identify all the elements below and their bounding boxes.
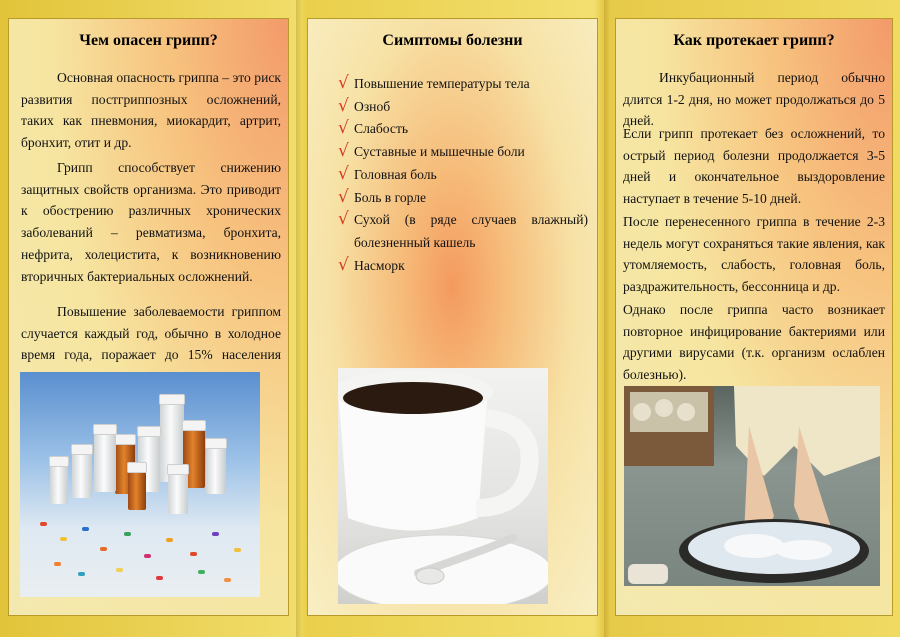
symptom-item: √ Сухой (в ряде случаев влажный) болезненный кашель: [338, 209, 588, 250]
check-icon: √: [338, 118, 349, 139]
panel-course-title: Как протекает грипп?: [673, 32, 835, 49]
fold-shadow-right: [604, 0, 610, 637]
symptom-item: √ Озноб: [338, 95, 391, 116]
panel-symptoms-title: Симптомы болезни: [382, 32, 523, 49]
symptom-item: √ Боль в горле: [338, 186, 427, 207]
check-icon: √: [338, 254, 349, 275]
course-paragraph-3: После перенесенного гриппа в течение 2-3 недель могут сохраняться такие явления, как утомляемость, слабость, головная боль, раздражительность, бессонница и др.: [623, 214, 885, 295]
dangers-paragraph-3: Повышение заболеваемости гриппом случается каждый год, обычно в холодное время года, поражает до 15% населения: [21, 304, 281, 363]
check-icon: √: [338, 141, 349, 162]
panel-dangers-title: Чем опасен грипп?: [79, 32, 218, 49]
check-icon: √: [338, 186, 349, 207]
check-icon: √: [338, 95, 349, 116]
course-paragraph-2: Если грипп протекает без осложнений, то острый период болезни продолжается 3-5 дней и окончательное выздоровление наступает в течение 5-10 дней.: [623, 126, 885, 207]
course-paragraph-1: Инкубационный период обычно длится 1-2 дня, но может продолжаться до 5 дней.: [623, 70, 885, 129]
check-icon: √: [338, 163, 349, 184]
fold-shadow-left: [296, 0, 302, 637]
dangers-paragraph-2: Грипп способствует снижению защитных свойств организма. Это приводит к обострению различных хронических заболеваний – ревматизма, бронхита, нефрита, холецистита, к возникновению вторичных бактериальных осложнений.: [21, 160, 281, 284]
symptom-item: √ Суставные и мышечные боли: [338, 141, 525, 162]
dangers-paragraph-1: Основная опасность гриппа – это риск развития постгриппозных осложнений, таких как пневмония, миокардит, артрит, бронхит, отит и др.: [21, 70, 281, 151]
coffee-cup-illustration: [338, 368, 548, 604]
symptom-item: √ Насморк: [338, 254, 405, 275]
symptom-item: √ Головная боль: [338, 163, 437, 184]
coffee-cup-photo: [338, 368, 548, 604]
course-paragraph-4: Однако после гриппа часто возникает повторное инфицирование бактериями или другими вирусами (т.к. организм ослаблен болезнью).: [623, 302, 885, 383]
symptoms-list: [338, 73, 588, 277]
foot-bath-photo: [624, 386, 880, 586]
symptom-item: √ Повышение температуры тела: [338, 73, 530, 93]
pills-photo: [20, 372, 260, 597]
check-icon: √: [338, 73, 349, 93]
check-icon: √: [338, 209, 349, 230]
symptom-item: √ Слабость: [338, 118, 409, 139]
foot-bath-illustration: [624, 386, 880, 586]
